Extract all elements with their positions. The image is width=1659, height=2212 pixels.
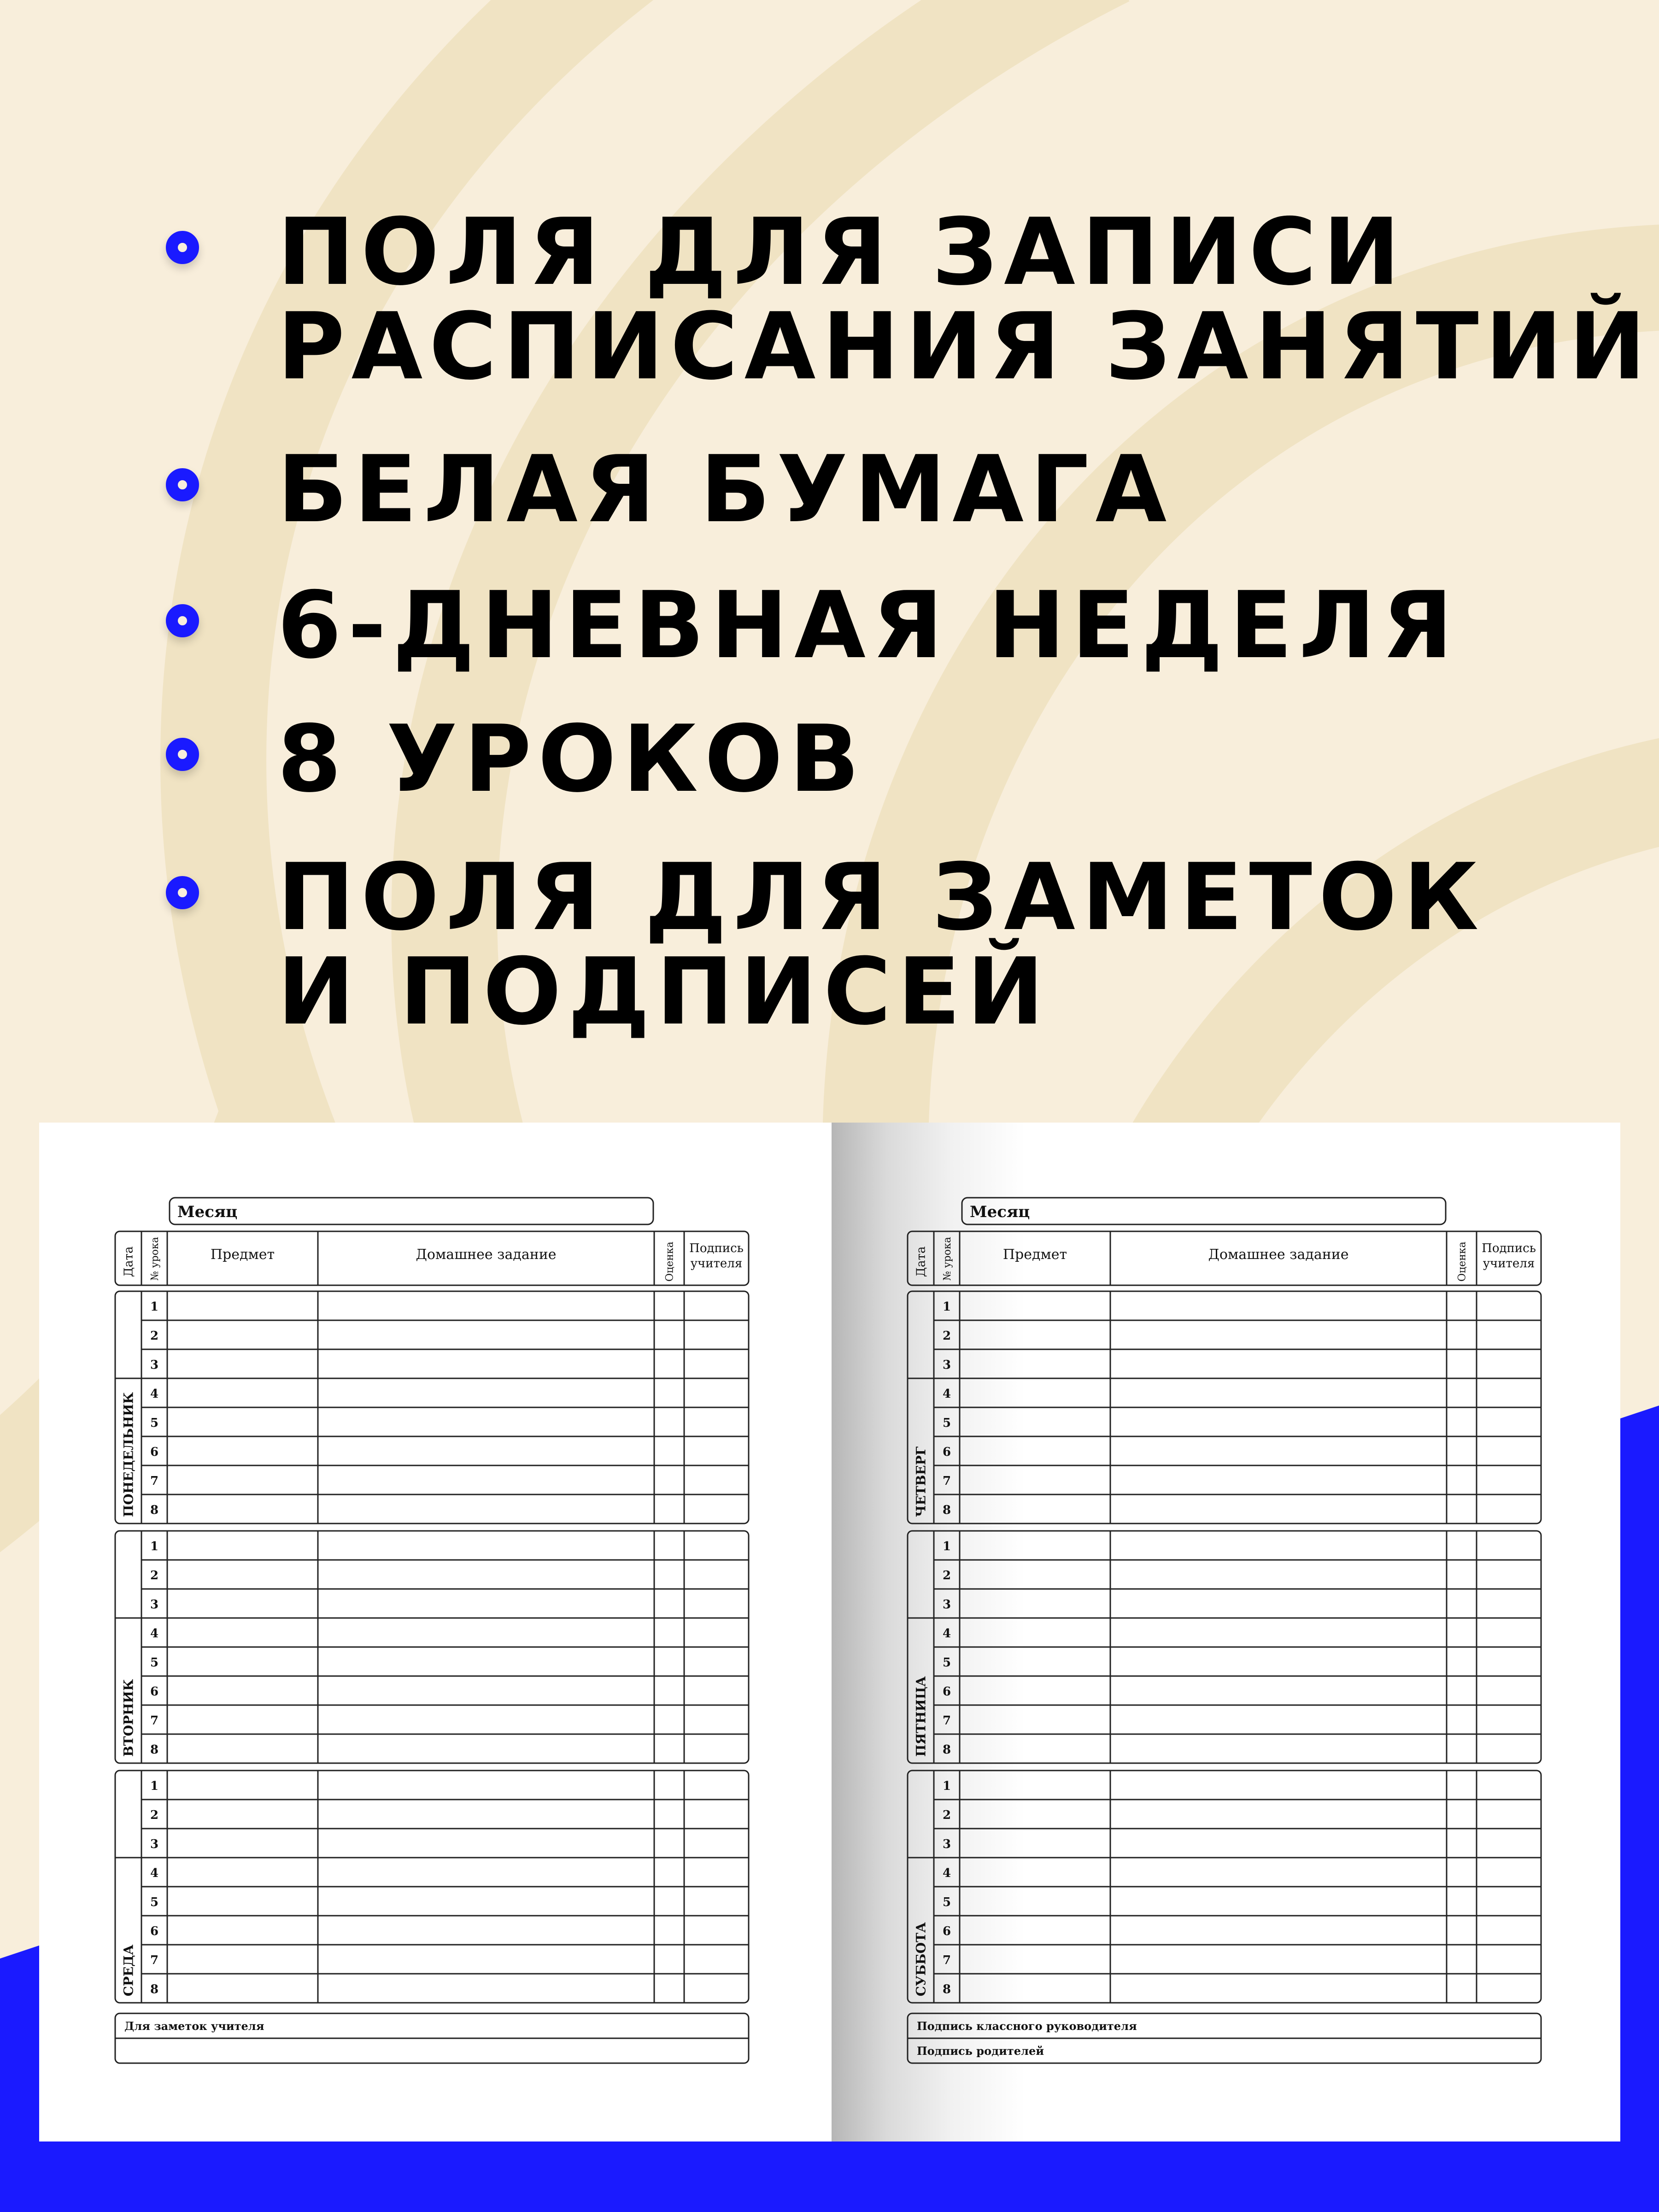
header-grade: Оценка [1456,1241,1468,1282]
lesson-number: 8 [942,1983,951,1996]
feature-item [166,706,866,813]
month-field [962,1198,1446,1224]
header-homework: Домашнее задание [1208,1247,1349,1263]
lesson-number: 3 [942,1598,951,1612]
schedule-table-left [39,1123,832,2141]
header-subject: Предмет [1002,1247,1067,1263]
day-block [115,1771,749,2003]
header-grade: Оценка [664,1241,676,1282]
header-homework: Домашнее задание [416,1247,557,1263]
lesson-number: 4 [150,1387,159,1401]
lesson-number: 1 [150,1779,159,1793]
lesson-number: 2 [150,1569,159,1583]
header-date: Дата [122,1246,136,1277]
day-label: ЧЕТВЕРГ [913,1446,929,1517]
schedule-table-right [832,1123,1620,2141]
day-block [908,1291,1541,1524]
header-lesson-number: № урока [942,1237,953,1281]
feature-text: ПОЛЯ ДЛЯ ЗАПИСИ РАСПИСАНИЯ ЗАНЯТИЙ [277,199,1653,400]
header-date: Дата [914,1246,928,1277]
lesson-number: 1 [150,1540,159,1553]
feature-text: ПОЛЯ ДЛЯ ЗАМЕТОК И ПОДПИСЕЙ [277,844,1485,1046]
month-field [170,1198,653,1224]
header-lesson-number: № урока [149,1237,161,1281]
lesson-number: 6 [942,1924,951,1938]
lesson-number: 7 [150,1474,159,1488]
bullet-ring-icon [166,468,199,501]
lesson-number: 5 [942,1656,951,1670]
lesson-number: 8 [150,1743,159,1757]
lesson-number: 2 [150,1808,159,1822]
bullet-ring-icon [166,876,199,909]
footer-label: Подпись классного руководителя [917,2019,1137,2033]
lesson-number: 8 [150,1983,159,1996]
lesson-number: 7 [942,1953,951,1967]
lesson-number: 5 [150,1416,159,1430]
footer-label: Для заметок учителя [124,2019,264,2033]
lesson-number: 7 [942,1714,951,1728]
day-label: ПЯТНИЦА [913,1676,929,1757]
lesson-number: 5 [942,1895,951,1909]
header-signature: учителя [690,1257,743,1271]
left-page [39,1123,832,2141]
lesson-number: 1 [150,1300,159,1314]
lesson-number: 2 [942,1329,951,1343]
lesson-number: 7 [150,1714,159,1728]
feature-text: 6-ДНЕВНАЯ НЕДЕЛЯ [277,572,1460,679]
lesson-number: 3 [150,1598,159,1612]
lesson-number: 4 [150,1866,159,1880]
lesson-number: 8 [942,1743,951,1757]
lesson-number: 7 [942,1474,951,1488]
day-block [115,1291,749,1524]
lesson-number: 6 [942,1445,951,1459]
lesson-number: 1 [942,1540,951,1553]
lesson-number: 8 [150,1503,159,1517]
lesson-number: 3 [150,1837,159,1851]
lesson-number: 6 [942,1685,951,1699]
lesson-number: 5 [150,1895,159,1909]
day-block [908,1531,1541,1763]
header-signature: учителя [1483,1257,1535,1271]
footer-label: Подпись родителей [917,2044,1044,2058]
lesson-number: 6 [150,1924,159,1938]
lesson-number: 3 [942,1837,951,1851]
lesson-number: 2 [942,1808,951,1822]
feature-item [166,436,1173,543]
lesson-number: 1 [942,1779,951,1793]
lesson-number: 4 [150,1627,159,1641]
month-label: Месяц [177,1203,238,1221]
day-label: СУББОТА [913,1922,929,1996]
day-label: СРЕДА [121,1944,136,1996]
lesson-number: 5 [942,1416,951,1430]
day-label: ВТОРНИК [121,1679,136,1757]
month-label: Месяц [970,1203,1030,1221]
day-label: ПОНЕДЕЛЬНИК [121,1392,136,1517]
bullet-ring-icon [166,604,199,637]
feature-item [166,199,1653,400]
day-block [908,1771,1541,2003]
lesson-number: 3 [942,1358,951,1372]
lesson-number: 1 [942,1300,951,1314]
lesson-number: 4 [942,1627,951,1641]
header-signature: Подпись [1482,1241,1536,1255]
bullet-ring-icon [166,231,199,264]
feature-item [166,572,1460,679]
day-block [115,1531,749,1763]
feature-text: 8 УРОКОВ [277,706,866,813]
lesson-number: 3 [150,1358,159,1372]
lesson-number: 8 [942,1503,951,1517]
lesson-number: 7 [150,1953,159,1967]
lesson-number: 5 [150,1656,159,1670]
lesson-number: 6 [150,1685,159,1699]
feature-text: БЕЛАЯ БУМАГА [277,436,1173,543]
header-signature: Подпись [689,1241,744,1255]
lesson-number: 6 [150,1445,159,1459]
lesson-number: 4 [942,1866,951,1880]
right-page [832,1123,1620,2141]
header-subject: Предмет [210,1247,275,1263]
lesson-number: 2 [150,1329,159,1343]
lesson-number: 2 [942,1569,951,1583]
lesson-number: 4 [942,1387,951,1401]
feature-item [166,844,1485,1046]
bullet-ring-icon [166,738,199,771]
diary-spread [39,1123,1620,2141]
